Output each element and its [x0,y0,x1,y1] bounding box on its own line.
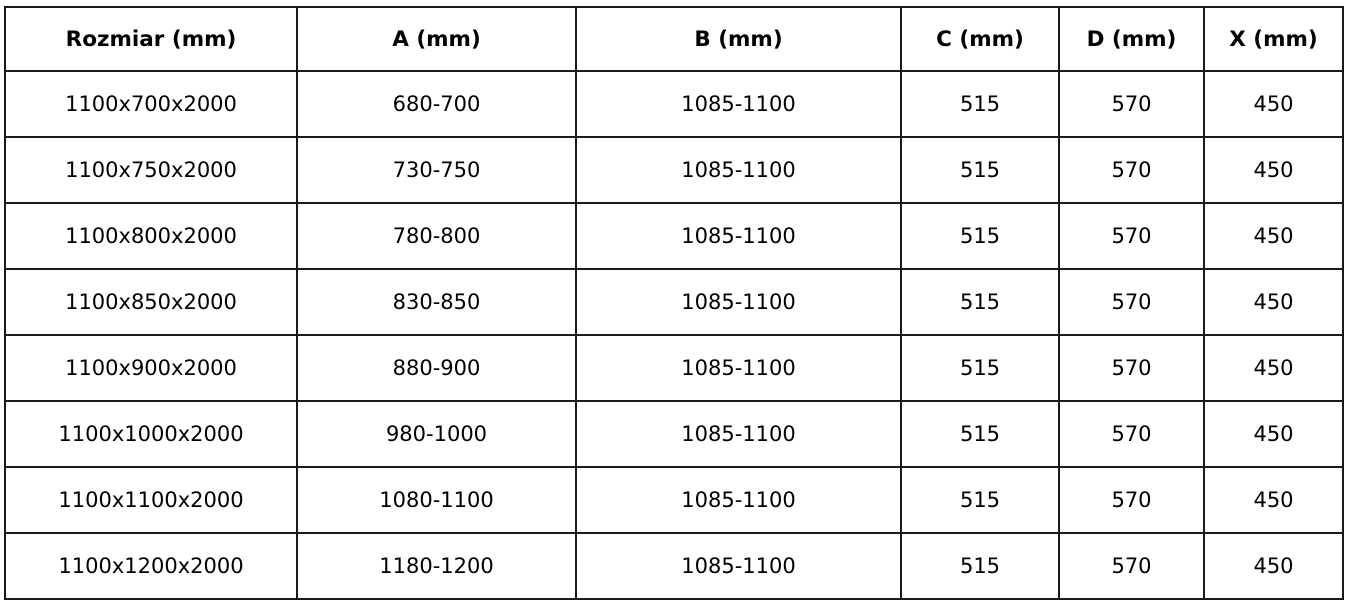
cell-a: 830-850 [297,269,576,335]
cell-d: 570 [1059,203,1204,269]
cell-a: 880-900 [297,335,576,401]
cell-x: 450 [1204,137,1343,203]
cell-rozmiar: 1100x1200x2000 [5,533,297,599]
cell-a: 730-750 [297,137,576,203]
cell-x: 450 [1204,71,1343,137]
cell-d: 570 [1059,533,1204,599]
cell-b: 1085-1100 [576,269,901,335]
cell-a: 980-1000 [297,401,576,467]
column-header-rozmiar: Rozmiar (mm) [5,7,297,71]
table-header [5,7,1343,71]
cell-rozmiar: 1100x750x2000 [5,137,297,203]
cell-c: 515 [901,269,1059,335]
cell-x: 450 [1204,203,1343,269]
table-row [5,71,1343,137]
cell-rozmiar: 1100x700x2000 [5,71,297,137]
column-header-c: C (mm) [901,7,1059,71]
cell-d: 570 [1059,467,1204,533]
column-header-x: X (mm) [1204,7,1343,71]
cell-c: 515 [901,335,1059,401]
specification-table [4,6,1344,600]
cell-c: 515 [901,71,1059,137]
cell-b: 1085-1100 [576,71,901,137]
cell-b: 1085-1100 [576,335,901,401]
cell-d: 570 [1059,401,1204,467]
table-row [5,533,1343,599]
table-row [5,335,1343,401]
table-body [5,71,1343,599]
cell-a: 780-800 [297,203,576,269]
table-row [5,269,1343,335]
column-header-a: A (mm) [297,7,576,71]
cell-rozmiar: 1100x850x2000 [5,269,297,335]
cell-d: 570 [1059,269,1204,335]
column-header-d: D (mm) [1059,7,1204,71]
cell-x: 450 [1204,335,1343,401]
cell-c: 515 [901,203,1059,269]
cell-x: 450 [1204,401,1343,467]
cell-b: 1085-1100 [576,203,901,269]
cell-c: 515 [901,401,1059,467]
cell-b: 1085-1100 [576,467,901,533]
cell-a: 680-700 [297,71,576,137]
cell-c: 515 [901,467,1059,533]
cell-a: 1080-1100 [297,467,576,533]
table-row [5,401,1343,467]
table-row [5,137,1343,203]
cell-rozmiar: 1100x1100x2000 [5,467,297,533]
cell-rozmiar: 1100x800x2000 [5,203,297,269]
table-header-row [5,7,1343,71]
table-row [5,203,1343,269]
cell-c: 515 [901,137,1059,203]
cell-b: 1085-1100 [576,533,901,599]
cell-rozmiar: 1100x1000x2000 [5,401,297,467]
cell-d: 570 [1059,71,1204,137]
cell-x: 450 [1204,467,1343,533]
column-header-b: B (mm) [576,7,901,71]
table-row [5,467,1343,533]
cell-a: 1180-1200 [297,533,576,599]
cell-c: 515 [901,533,1059,599]
cell-x: 450 [1204,533,1343,599]
cell-b: 1085-1100 [576,401,901,467]
cell-b: 1085-1100 [576,137,901,203]
cell-d: 570 [1059,137,1204,203]
cell-d: 570 [1059,335,1204,401]
cell-x: 450 [1204,269,1343,335]
cell-rozmiar: 1100x900x2000 [5,335,297,401]
